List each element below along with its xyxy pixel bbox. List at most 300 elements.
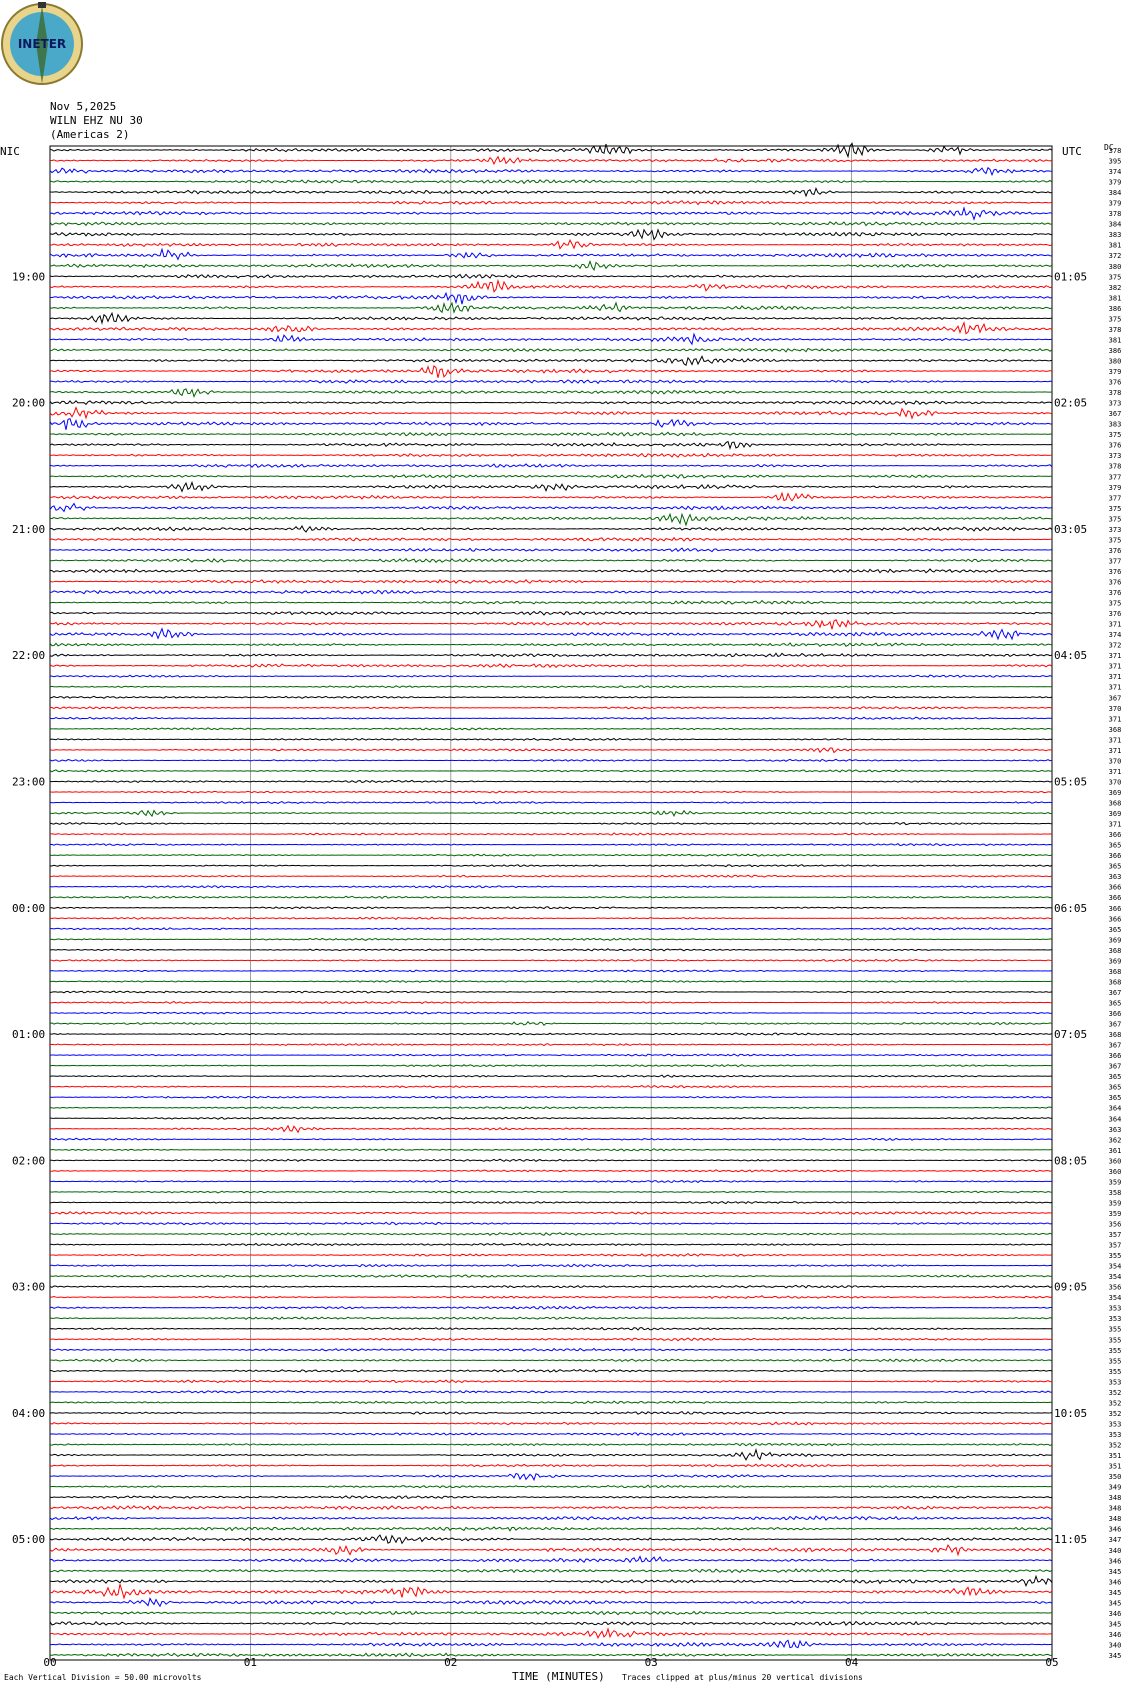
dc-value: 371 [1108,746,1122,755]
trace-line [50,928,1052,930]
trace-line [50,738,1052,740]
dc-value: 358 [1108,1188,1122,1197]
trace-line [50,1306,1052,1309]
trace-line [50,482,1052,491]
trace-line [50,707,1052,709]
dc-value: 355 [1108,1252,1122,1261]
left-timezone-label: NIC [0,145,20,158]
trace-line [50,1264,1052,1267]
trace-line [50,1576,1052,1585]
trace-line [50,1328,1052,1330]
left-time-label: 05:00 [12,1533,46,1547]
right-time-label: 07:05 [1054,1028,1088,1042]
dc-value: 363 [1108,1125,1122,1134]
dc-value: 378 [1108,389,1122,398]
dc-value: 367 [1108,1062,1122,1071]
dc-value: 365 [1108,1073,1122,1082]
trace-line [50,991,1052,993]
dc-value: 365 [1108,1083,1122,1092]
right-timezone-label: UTC [1062,145,1082,158]
right-time-label: 10:05 [1054,1406,1088,1420]
trace-line [50,907,1052,909]
trace-line [50,249,1052,259]
x-tick-label: 01 [243,1656,258,1669]
trace-line [50,1464,1052,1467]
x-tick-label: 03 [644,1656,658,1669]
left-time-label: 00:00 [12,901,46,915]
trace-line [50,349,1052,352]
dc-value: 383 [1108,420,1122,429]
trace-line [50,696,1052,698]
trace-line [50,1412,1052,1415]
dc-value: 362 [1108,1136,1122,1145]
dc-value: 373 [1108,525,1122,534]
trace-line [50,629,1052,639]
dc-value: 377 [1108,494,1122,503]
dc-value: 366 [1108,1052,1122,1061]
dc-value: 354 [1108,1294,1122,1303]
trace-line [50,1473,1052,1479]
trace-line [50,514,1052,525]
dc-value: 354 [1108,1273,1122,1282]
dc-value: 376 [1108,546,1122,555]
dc-value: 340 [1108,1546,1122,1555]
dc-value: 371 [1108,820,1122,829]
region-label: (Americas 2) [50,128,130,141]
trace-line [50,208,1052,219]
dc-value: 365 [1108,862,1122,871]
trace-line [50,1212,1052,1215]
dc-value: 355 [1108,1367,1122,1376]
dc-value: 365 [1108,925,1122,934]
dc-value: 371 [1108,736,1122,745]
x-tick-label: 05 [1045,1656,1059,1669]
dc-value: 359 [1108,1209,1122,1218]
trace-line [50,896,1052,898]
dc-value: 374 [1108,631,1122,640]
trace-line [50,475,1052,479]
left-time-label: 04:00 [12,1406,46,1420]
trace-line [50,959,1052,961]
dc-value: 370 [1108,704,1122,713]
dc-value: 379 [1108,368,1122,377]
dc-value: 367 [1108,694,1122,703]
trace-line [50,303,1052,313]
trace-line [50,1022,1052,1026]
right-time-label: 04:05 [1054,649,1088,663]
trace-line [50,323,1052,334]
scale-note: Each Vertical Division = 50.00 microvolts [4,1673,202,1682]
date-label: Nov 5,2025 [50,100,117,113]
dc-value: 346 [1108,1578,1122,1587]
trace-line [50,453,1052,457]
dc-value: 352 [1108,1399,1122,1408]
left-time-label: 20:00 [12,396,46,410]
dc-value: 379 [1108,483,1122,492]
trace-line [50,274,1052,278]
dc-value: 366 [1108,883,1122,892]
trace-line [50,1640,1052,1647]
dc-value: 371 [1108,673,1122,682]
trace-line [50,844,1052,846]
dc-value: 384 [1108,220,1122,229]
trace-line [50,464,1052,467]
trace-line [50,157,1052,164]
dc-value: 367 [1108,1020,1122,1029]
trace-line [50,854,1052,856]
trace-line [50,1443,1052,1445]
dc-value: 364 [1108,1115,1122,1124]
trace-line [50,1422,1052,1425]
dc-value: 351 [1108,1452,1122,1461]
dc-value: 377 [1108,473,1122,482]
dc-value: 378 [1108,462,1122,471]
trace-line [50,1629,1052,1638]
dc-value: 381 [1108,294,1122,303]
trace-line [50,1149,1052,1151]
trace-line [50,886,1052,888]
trace-line [50,1535,1052,1543]
dc-value: 345 [1108,1599,1122,1608]
trace-line [50,675,1052,677]
right-time-label: 03:05 [1054,522,1088,536]
trace-line [50,180,1052,184]
dc-value: 382 [1108,283,1122,292]
dc-value: 352 [1108,1441,1122,1450]
trace-line [50,293,1052,304]
trace-line [50,1496,1052,1499]
dc-value: 346 [1108,1630,1122,1639]
trace-line [50,717,1052,719]
dc-value: 357 [1108,1241,1122,1250]
dc-value: 379 [1108,178,1122,187]
trace-line [50,261,1052,269]
left-time-label: 19:00 [12,270,46,284]
trace-line [50,1348,1052,1351]
trace-line [50,1126,1052,1133]
trace-line [50,810,1052,816]
dc-value: 355 [1108,1336,1122,1345]
trace-line [50,1450,1052,1460]
dc-value: 380 [1108,357,1122,366]
dc-value: 351 [1108,1462,1122,1471]
trace-line [50,366,1052,378]
clip-note: Traces clipped at plus/minus 20 vertical divisions [622,1673,863,1682]
trace-line [50,201,1052,205]
trace-line [50,833,1052,835]
dc-value: 370 [1108,757,1122,766]
dc-value: 345 [1108,1652,1122,1660]
dc-value: 369 [1108,788,1122,797]
right-time-label: 09:05 [1054,1280,1088,1294]
trace-line [50,1506,1052,1510]
dc-value: 345 [1108,1588,1122,1597]
trace-line [50,1584,1052,1598]
dc-value: 348 [1108,1504,1122,1513]
trace-line [50,408,1052,419]
dc-value: 356 [1108,1283,1122,1292]
trace-line [50,980,1052,982]
dc-value: 383 [1108,231,1122,240]
trace-line [50,559,1052,563]
trace-line [50,188,1052,196]
dc-value: 371 [1108,620,1122,629]
trace-line [50,569,1052,573]
dc-value: 366 [1108,894,1122,903]
dc-value: 340 [1108,1641,1122,1650]
dc-value: 381 [1108,241,1122,250]
trace-line [50,601,1052,604]
trace-line [50,281,1052,292]
dc-value: 355 [1108,1357,1122,1366]
dc-value: 345 [1108,1620,1122,1629]
dc-value: 371 [1108,683,1122,692]
trace-line [50,1317,1052,1319]
dc-value: 353 [1108,1430,1122,1439]
dc-value: 353 [1108,1315,1122,1324]
left-time-label: 22:00 [12,649,46,663]
trace-line [50,938,1052,940]
dc-value: 373 [1108,399,1122,408]
trace-line [50,441,1052,448]
trace-line [50,1138,1052,1140]
dc-value: 375 [1108,599,1122,608]
trace-line [50,1086,1052,1088]
right-time-label: 11:05 [1054,1533,1088,1547]
trace-line [50,780,1052,782]
dc-value: 378 [1108,325,1122,334]
dc-value: 360 [1108,1167,1122,1176]
dc-value: 371 [1108,715,1122,724]
trace-line [50,1001,1052,1003]
dc-value: 376 [1108,578,1122,587]
dc-value: 375 [1108,431,1122,440]
dc-value: 375 [1108,315,1122,324]
dc-value: 355 [1108,1325,1122,1334]
dc-value: 353 [1108,1304,1122,1313]
trace-line [50,875,1052,877]
dc-value: 348 [1108,1515,1122,1524]
trace-line [50,1433,1052,1435]
dc-value: 386 [1108,304,1122,313]
trace-line [50,1117,1052,1119]
trace-line [50,1243,1052,1245]
trace-line [50,770,1052,772]
dc-value: 372 [1108,252,1122,261]
trace-line [50,222,1052,226]
dc-value: 368 [1108,725,1122,734]
dc-value: 378 [1108,210,1122,219]
dc-value: 376 [1108,589,1122,598]
trace-line [50,1569,1052,1573]
dc-label: DC [1104,143,1114,152]
dc-value: 365 [1108,841,1122,850]
trace-line [50,611,1052,615]
left-time-label: 02:00 [12,1154,46,1168]
trace-line [50,653,1052,657]
dc-value: 366 [1108,852,1122,861]
trace-line [50,1012,1052,1014]
dc-value: 376 [1108,378,1122,387]
trace-line [50,759,1052,761]
dc-value: 353 [1108,1378,1122,1387]
dc-value: 366 [1108,915,1122,924]
trace-line [50,1338,1052,1341]
trace-line [50,240,1052,249]
trace-line [50,1075,1052,1077]
dc-value: 368 [1108,946,1122,955]
dc-value: 377 [1108,557,1122,566]
trace-line [50,620,1052,629]
dc-value: 363 [1108,873,1122,882]
dc-value: 357 [1108,1231,1122,1240]
dc-value: 368 [1108,967,1122,976]
trace-line [50,1222,1052,1225]
trace-line [50,1391,1052,1393]
dc-value: 380 [1108,262,1122,271]
right-time-label: 02:05 [1054,396,1088,410]
trace-line [50,230,1052,240]
dc-value: 353 [1108,1420,1122,1429]
trace-line [50,504,1052,512]
dc-value: 361 [1108,1146,1122,1155]
left-time-label: 03:00 [12,1280,46,1294]
trace-line [50,419,1052,430]
dc-value: 352 [1108,1409,1122,1418]
trace-line [50,1202,1052,1204]
dc-value: 369 [1108,936,1122,945]
right-time-label: 06:05 [1054,901,1088,915]
dc-value: 384 [1108,189,1122,198]
trace-line [50,1516,1052,1520]
dc-value: 359 [1108,1199,1122,1208]
dc-value: 365 [1108,999,1122,1008]
x-axis-title: TIME (MINUTES) [512,1670,605,1683]
dc-value: 375 [1108,504,1122,513]
dc-value: 371 [1108,662,1122,671]
dc-value: 347 [1108,1536,1122,1545]
trace-line [50,1159,1052,1161]
dc-value: 366 [1108,1010,1122,1019]
dc-value: 369 [1108,957,1122,966]
left-time-label: 23:00 [12,775,46,789]
dc-value: 360 [1108,1157,1122,1166]
dc-value: 368 [1108,1031,1122,1040]
dc-value: 350 [1108,1473,1122,1482]
dc-value: 386 [1108,346,1122,355]
trace-line [50,1653,1052,1656]
dc-value: 375 [1108,273,1122,282]
dc-value: 364 [1108,1104,1122,1113]
trace-line [50,1233,1052,1236]
dc-value: 395 [1108,157,1122,166]
trace-line [50,580,1052,584]
trace-line [50,1054,1052,1056]
dc-value: 370 [1108,778,1122,787]
trace-line [50,664,1052,667]
trace-line [50,728,1052,730]
trace-line [50,1598,1052,1606]
trace-line [50,1275,1052,1277]
trace-line [50,970,1052,972]
trace-line [50,389,1052,397]
dc-value: 366 [1108,904,1122,913]
dc-value: 379 [1108,199,1122,208]
dc-value: 375 [1108,536,1122,545]
dc-value: 373 [1108,452,1122,461]
dc-value: 349 [1108,1483,1122,1492]
trace-line [50,432,1052,436]
dc-value: 371 [1108,767,1122,776]
trace-line [50,1096,1052,1098]
trace-line [50,380,1052,384]
trace-line [50,401,1052,405]
dc-value: 375 [1108,515,1122,524]
left-time-label: 21:00 [12,522,46,536]
dc-value: 346 [1108,1609,1122,1618]
trace-line [50,748,1052,753]
trace-line [50,1044,1052,1046]
trace-line [50,1527,1052,1531]
trace-line [50,590,1052,594]
trace-line [50,493,1052,501]
trace-line [50,1065,1052,1067]
trace-line [50,1296,1052,1299]
dc-value: 367 [1108,1041,1122,1050]
dc-value: 352 [1108,1388,1122,1397]
trace-line [50,1557,1052,1563]
dc-value: 345 [1108,1567,1122,1576]
trace-line [50,1380,1052,1383]
x-tick-label: 00 [43,1656,57,1669]
trace-line [50,917,1052,919]
right-time-label: 08:05 [1054,1154,1088,1168]
dc-value: 369 [1108,810,1122,819]
trace-line [50,548,1052,551]
trace-line [50,801,1052,803]
trace-line [50,313,1052,323]
dc-value: 354 [1108,1262,1122,1271]
station-label: WILN EHZ NU 30 [50,114,143,127]
trace-line [50,791,1052,793]
trace-line [50,356,1052,365]
dc-value: 348 [1108,1494,1122,1503]
dc-value: 376 [1108,567,1122,576]
trace-line [50,865,1052,867]
trace-line [50,1180,1052,1182]
trace-line [50,1545,1052,1555]
dc-value: 365 [1108,1094,1122,1103]
dc-value: 374 [1108,168,1122,177]
trace-line [50,1370,1052,1372]
x-tick-label: 04 [844,1656,859,1669]
trace-line [50,643,1052,646]
left-time-label: 01:00 [12,1028,46,1042]
dc-value: 371 [1108,652,1122,661]
x-tick-label: 02 [444,1656,458,1669]
trace-line [50,1033,1052,1035]
trace-line [50,1359,1052,1362]
trace-line [50,538,1052,541]
dc-value: 359 [1108,1178,1122,1187]
dc-value: 367 [1108,988,1122,997]
trace-line [50,823,1052,825]
right-time-label: 05:05 [1054,775,1088,789]
trace-line [50,1170,1052,1172]
trace-line [50,143,1052,156]
trace-line [50,1254,1052,1257]
right-time-label: 01:05 [1054,270,1088,284]
